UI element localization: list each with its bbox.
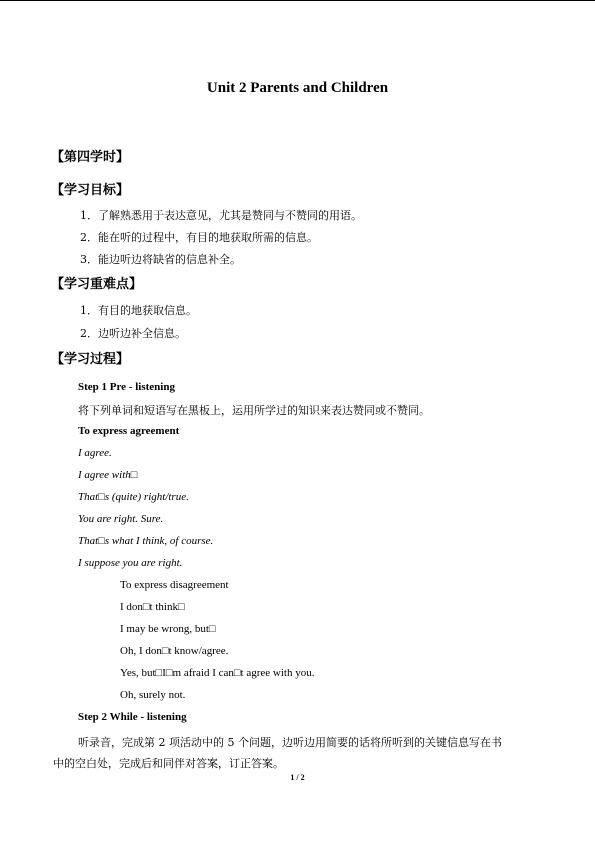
- page-number: 1 / 2: [290, 773, 305, 782]
- objective-item: 3．能边听边将缺省的信息补全。: [80, 253, 241, 266]
- step2-paragraph-line2: 中的空白处，完成后和同伴对答案，订正答案。: [53, 757, 284, 770]
- step2-title: Step 2 While - listening: [78, 711, 187, 723]
- objective-item: 2．能在听的过程中，有目的地获取所需的信息。: [80, 231, 318, 244]
- agreement-phrase: That□s what I think, of course.: [78, 535, 214, 547]
- step1-title: Step 1 Pre - listening: [78, 381, 175, 393]
- agreement-phrase: You are right. Sure.: [78, 513, 164, 525]
- agreement-phrase: That□s (quite) right/true.: [78, 491, 189, 503]
- process-heading: 【学习过程】: [51, 352, 130, 367]
- disagreement-phrase: I may be wrong, but□: [120, 623, 216, 635]
- disagreement-phrase: Oh, surely not.: [120, 689, 186, 701]
- objectives-heading: 【学习目标】: [51, 183, 130, 198]
- step1-instruction: 将下列单词和短语写在黑板上，运用所学过的知识来表达赞同或不赞同。: [78, 404, 430, 417]
- disagreement-heading: To express disagreement: [120, 579, 229, 591]
- agreement-phrase: I agree.: [78, 447, 112, 459]
- objective-item: 1．了解熟悉用于表达意见，尤其是赞同与不赞同的用语。: [80, 209, 362, 222]
- key-points-heading: 【学习重难点】: [51, 277, 143, 292]
- agreement-phrase: I agree with□: [78, 469, 138, 481]
- key-point-item: 2．边听边补全信息。: [80, 327, 186, 340]
- agreement-phrase: I suppose you are right.: [78, 557, 183, 569]
- agreement-heading: To express agreement: [78, 425, 180, 437]
- disagreement-phrase: I don□t think□: [120, 601, 185, 613]
- disagreement-phrase: Yes, but□I□m afraid I can□t agree with you.: [120, 667, 315, 679]
- page-title: Unit 2 Parents and Children: [206, 80, 389, 96]
- step2-paragraph-line1: 听录音，完成第 2 项活动中的 5 个问题，边听边用简要的话将所听到的关键信息写在书: [78, 736, 502, 749]
- top-border: [0, 0, 595, 1]
- disagreement-phrase: Oh, I don□t know/agree.: [120, 645, 229, 657]
- key-point-item: 1．有目的地获取信息。: [80, 304, 197, 317]
- lesson-heading: 【第四学时】: [51, 150, 130, 165]
